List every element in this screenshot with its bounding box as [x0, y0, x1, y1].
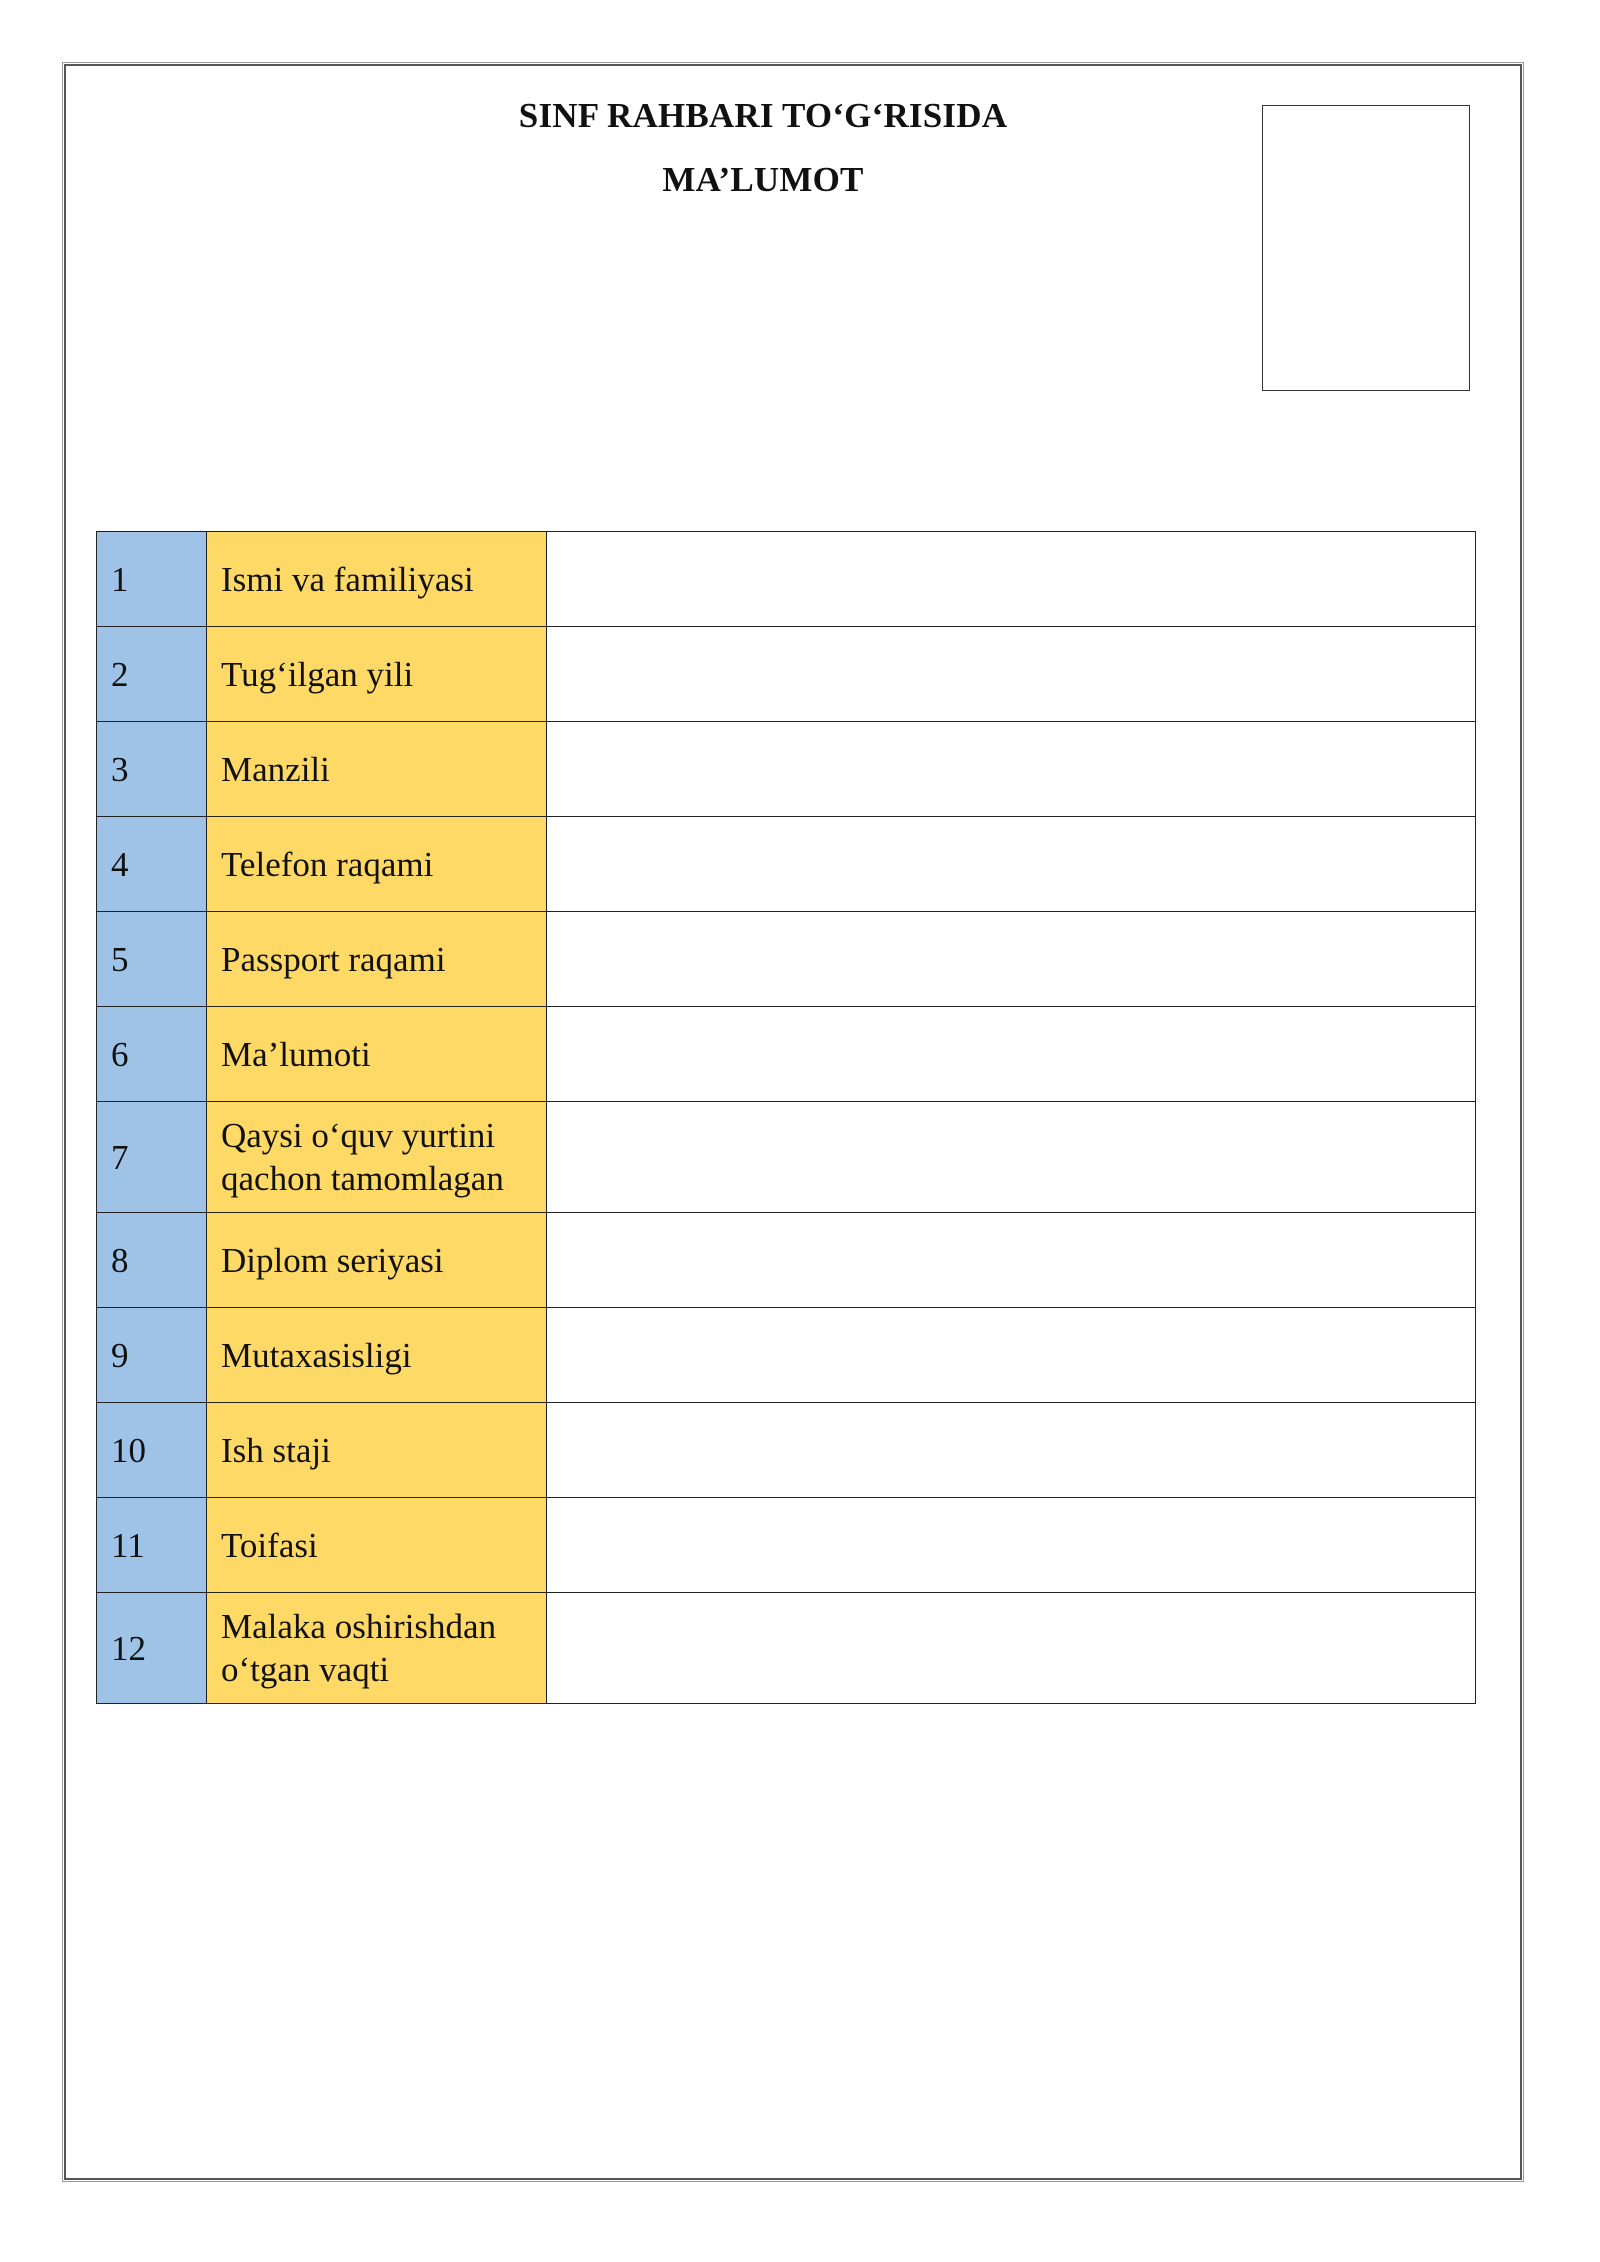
document-title-line-1: SINF RAHBARI TO‘G‘RISIDA: [518, 96, 1008, 135]
row-value-field[interactable]: [547, 817, 1476, 912]
row-value-field[interactable]: [547, 627, 1476, 722]
table-row: [97, 1308, 1476, 1403]
row-label: Malaka oshirishdan o‘tgan vaqti: [207, 1593, 547, 1704]
row-number: 3: [97, 722, 207, 817]
row-number: 10: [97, 1403, 207, 1498]
row-number: 7: [97, 1102, 207, 1213]
photo-placeholder: [1262, 105, 1470, 391]
table-row: [97, 1213, 1476, 1308]
table-row: [97, 817, 1476, 912]
row-number: 1: [97, 532, 207, 627]
table-row: [97, 1102, 1476, 1213]
row-number: 12: [97, 1593, 207, 1704]
row-label: Telefon raqami: [207, 817, 547, 912]
row-label: Mutaxasisligi: [207, 1308, 547, 1403]
row-number: 11: [97, 1498, 207, 1593]
row-label: Ish staji: [207, 1403, 547, 1498]
row-label: Ismi va familiyasi: [207, 532, 547, 627]
row-number: 8: [97, 1213, 207, 1308]
table-row: [97, 532, 1476, 627]
table-row: [97, 722, 1476, 817]
row-value-field[interactable]: [547, 1498, 1476, 1593]
info-table: [96, 531, 1476, 1704]
row-value-field[interactable]: [547, 1403, 1476, 1498]
table-row: [97, 1593, 1476, 1704]
table-row: [97, 912, 1476, 1007]
row-label: Tug‘ilgan yili: [207, 627, 547, 722]
row-value-field[interactable]: [547, 532, 1476, 627]
row-value-field[interactable]: [547, 912, 1476, 1007]
row-number: 5: [97, 912, 207, 1007]
row-value-field[interactable]: [547, 722, 1476, 817]
row-value-field[interactable]: [547, 1593, 1476, 1704]
table-row: [97, 1403, 1476, 1498]
row-number: 9: [97, 1308, 207, 1403]
row-label: Diplom seriyasi: [207, 1213, 547, 1308]
row-label: Qaysi o‘quv yurtini qachon tamomlagan: [207, 1102, 547, 1213]
row-value-field[interactable]: [547, 1102, 1476, 1213]
row-value-field[interactable]: [547, 1007, 1476, 1102]
row-number: 6: [97, 1007, 207, 1102]
row-label: Manzili: [207, 722, 547, 817]
table-row: [97, 627, 1476, 722]
row-label: Toifasi: [207, 1498, 547, 1593]
row-value-field[interactable]: [547, 1308, 1476, 1403]
row-number: 4: [97, 817, 207, 912]
row-value-field[interactable]: [547, 1213, 1476, 1308]
row-label: Passport raqami: [207, 912, 547, 1007]
document-title-line-2: MA’LUMOT: [662, 160, 864, 199]
row-number: 2: [97, 627, 207, 722]
table-row: [97, 1498, 1476, 1593]
row-label: Ma’lumoti: [207, 1007, 547, 1102]
table-row: [97, 1007, 1476, 1102]
